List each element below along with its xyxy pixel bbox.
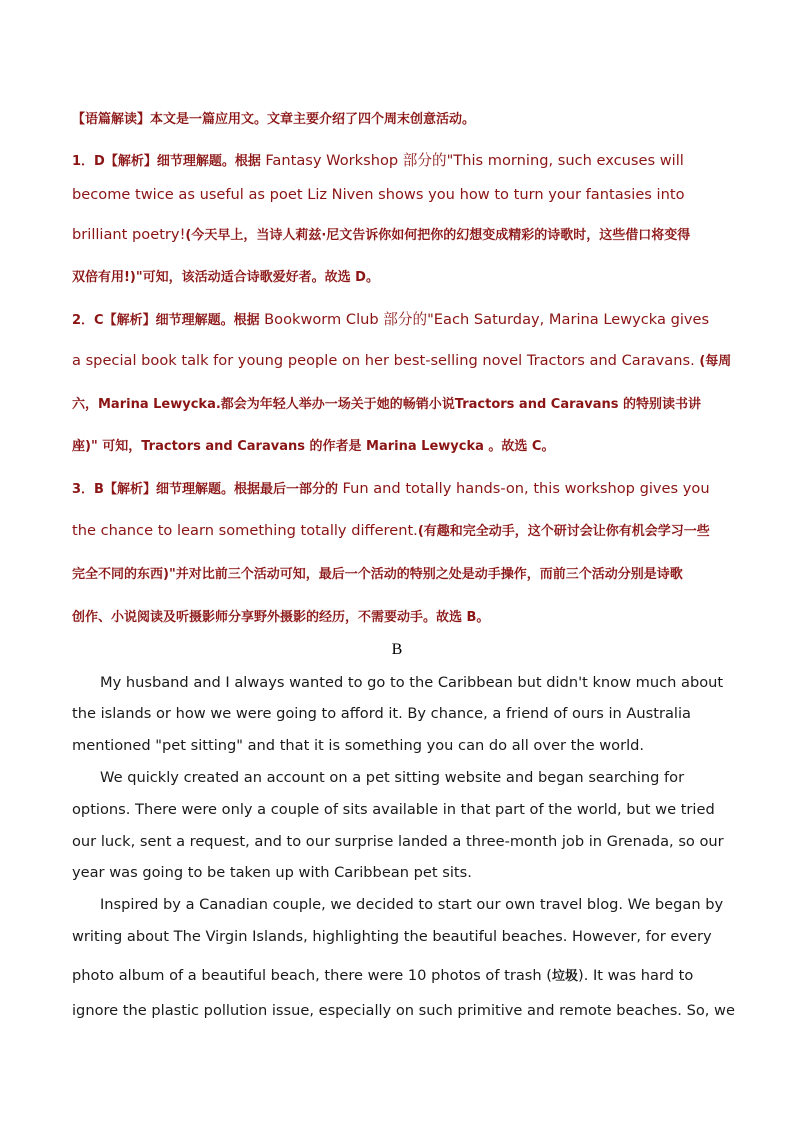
q3-line-3: 完全不同的东西)"并对比前三个活动可知，最后一个活动的特别之处是动手操作，而前三个活动分别是诗歌 — [72, 567, 683, 582]
q2-line-4: 座)" 可知，Tractors and Caravans 的作者是 Marina Lewycka 。故选 C。 — [72, 439, 555, 454]
q1-line-3: brilliant poetry!(今天早上，当诗人莉兹·尼文告诉你如何把你的幻想变成精彩的诗歌时，这些借口将变得 — [72, 226, 691, 243]
q3-line-4: 创作、小说阅读及听摄影师分享野外摄影的经历，不需要动手。故选 B。 — [72, 610, 490, 625]
paragraph-2-line-1: We quickly created an account on a pet sitting website and began searching for — [100, 769, 685, 786]
section-title-b: B — [391, 641, 403, 658]
paragraph-1-line-3: mentioned "pet sitting" and that it is something you can do all over the world. — [72, 737, 645, 754]
paragraph-3-line-4: ignore the plastic pollution issue, especially on such primitive and remote beaches. So, we — [72, 1002, 735, 1019]
q1-line-2: become twice as useful as poet Liz Niven shows you how to turn your fantasies into — [72, 186, 685, 203]
q2-line-1: 2．C【解析】细节理解题。根据 Bookworm Club 部分的"Each Saturday, Marina Lewycka gives — [72, 311, 710, 328]
q3-line-2: the chance to learn something totally different.(有趣和完全动手，这个研讨会让你有机会学习一些 — [72, 522, 710, 539]
q1-line-1: 1．D【解析】细节理解题。根据 Fantasy Workshop 部分的"This morning, such excuses will — [72, 152, 684, 169]
passage-summary — [72, 108, 475, 127]
paragraph-3-line-2: writing about The Virgin Islands, highlighting the beautiful beaches. However, for every — [72, 928, 712, 945]
q1-line-4: 双倍有用!)"可知，该活动适合诗歌爱好者。故选 D。 — [72, 270, 379, 285]
paragraph-2-line-2: options. There were only a couple of sits available in that part of the world, but we tried — [72, 801, 715, 818]
paragraph-3-line-3: photo album of a beautiful beach, there were 10 photos of trash (垃圾). It was hard to — [72, 967, 694, 984]
paragraph-1-line-1: My husband and I always wanted to go to the Caribbean but didn't know much about — [100, 674, 724, 691]
paragraph-2-line-3: our luck, sent a request, and to our surprise landed a three-month job in Grenada, so our — [72, 833, 724, 850]
q2-line-3: 六，Marina Lewycka.都会为年轻人举办一场关于她的畅销小说Tractors and Caravans 的特别读书讲 — [72, 397, 702, 412]
paragraph-3-line-1: Inspired by a Canadian couple, we decided to start our own travel blog. We began by — [100, 896, 724, 913]
q2-line-2: a special book talk for young people on her best-selling novel Tractors and Caravans. (每周 — [72, 352, 732, 369]
summary-text: 【语篇解读】本文是一篇应用文。文章主要介绍了四个周末创意活动。 — [72, 112, 476, 127]
q3-line-1: 3．B【解析】细节理解题。根据最后一部分的 Fun and totally hands-on, this workshop gives you — [72, 480, 710, 497]
paragraph-1-line-2: the islands or how we were going to afford it. By chance, a friend of ours in Australia — [72, 705, 691, 722]
paragraph-2-line-4: year was going to be taken up with Caribbean pet sits. — [72, 864, 472, 881]
